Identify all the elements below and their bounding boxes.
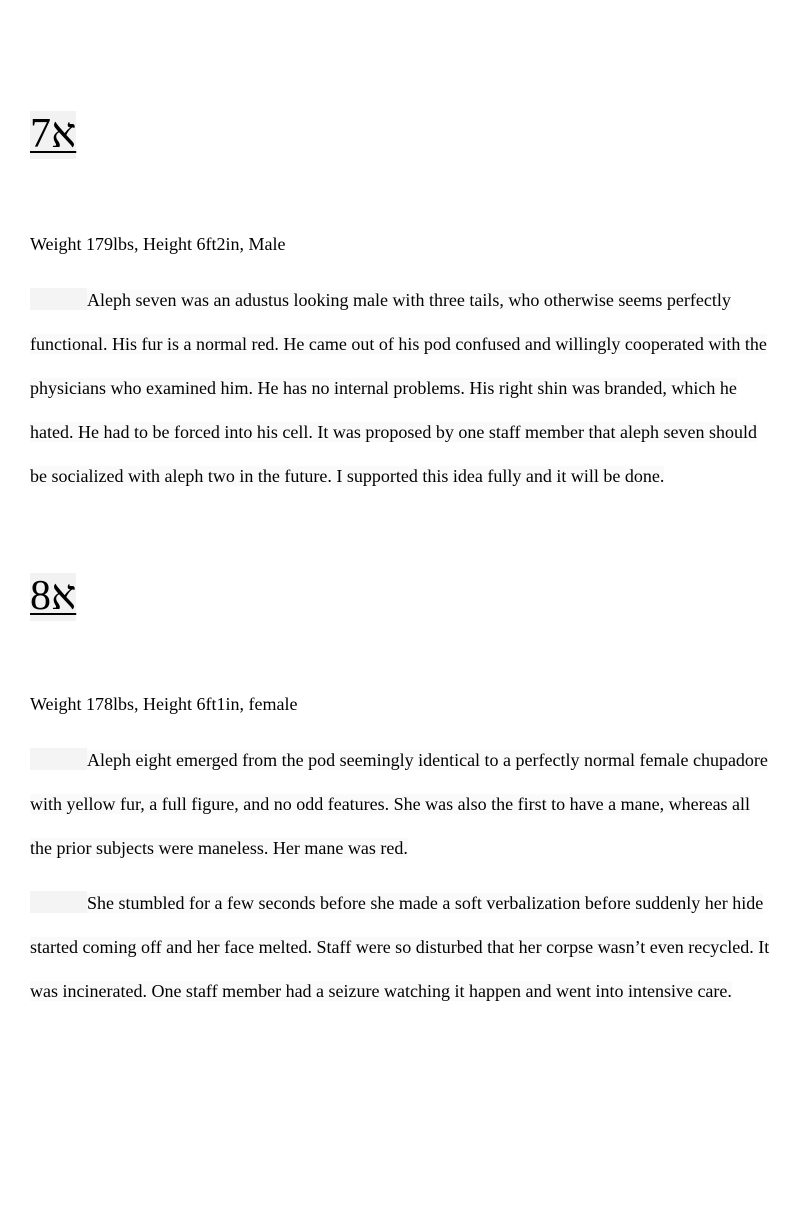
paragraph-aleph-7-description [30, 278, 772, 498]
indent [30, 288, 87, 310]
paragraph-text: She stumbled for a few seconds before she made a soft verbalization before suddenly her hide started coming off and her face melted. Staff were so disturbed that her corpse wasn’t even recycled. It was incinerated. One staff member had a seizure watching it happen and went into intensive care. [30, 893, 770, 1001]
heading-text: א7 [30, 111, 77, 157]
subject-stats-aleph-7: Weight 179lbs, Height 6ft2in, Male [30, 234, 286, 254]
paragraph-text: Aleph seven was an adustus looking male with three tails, who otherwise seems perfectly functional. His fur is a normal red. He came out of his pod confused and willingly cooperated with the physicians who examined him. He has no internal problems. His right shin was branded, which he hated. He had to be forced into his cell. It was proposed by one staff member that aleph seven should be socialized with aleph two in the future. I supported this idea fully and it will be done. [30, 290, 767, 486]
section-heading-aleph-7 [30, 110, 76, 158]
paragraph-aleph-8-description [30, 738, 772, 870]
indent [30, 748, 87, 770]
indent [30, 891, 87, 913]
paragraph-aleph-8-outcome [30, 881, 772, 1013]
heading-text: א8 [30, 573, 77, 619]
subject-stats-aleph-8: Weight 178lbs, Height 6ft1in, female [30, 694, 298, 714]
section-heading-aleph-8 [30, 572, 76, 620]
paragraph-text: Aleph eight emerged from the pod seemingly identical to a perfectly normal female chupadore with yellow fur, a full figure, and no odd features. She was also the first to have a mane, whereas all the prior subjects were maneless. Her mane was red. [30, 750, 768, 858]
